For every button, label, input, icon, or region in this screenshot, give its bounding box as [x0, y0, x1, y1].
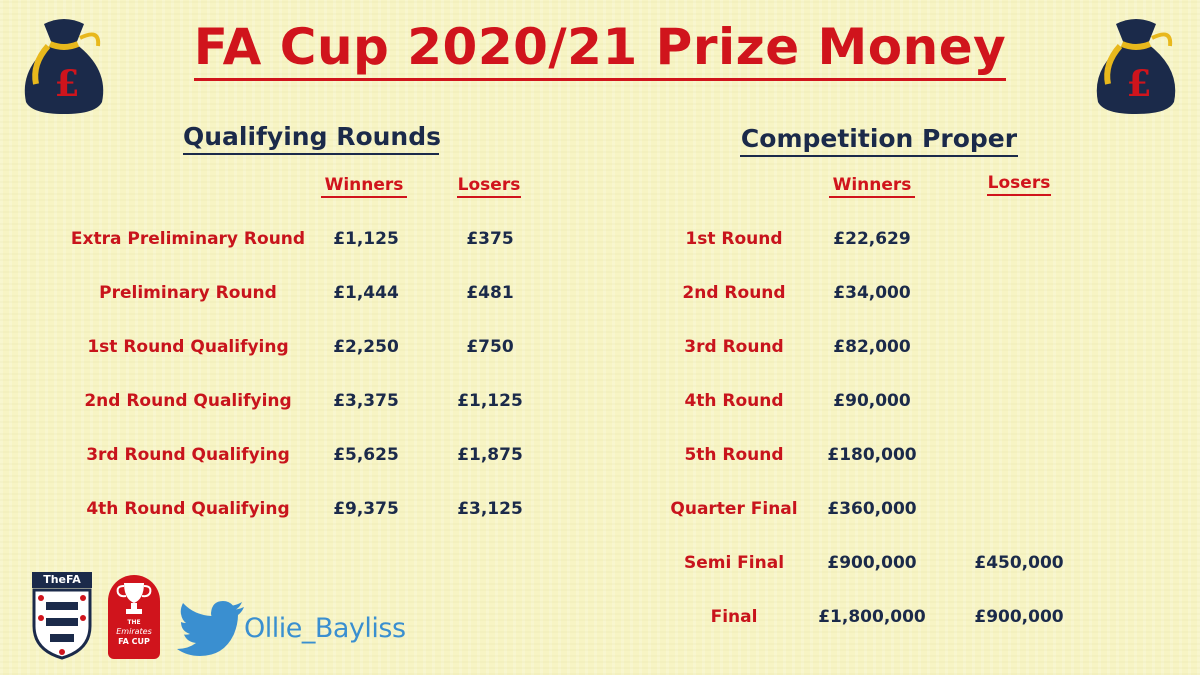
table-row-round: 4th Round Qualifying	[86, 499, 290, 519]
table-row-winners: £900,000	[827, 553, 917, 573]
table-row-losers: £481	[466, 283, 514, 303]
table-row-round: 1st Round Qualifying	[87, 337, 289, 357]
facup-line2: Emirates	[116, 627, 152, 636]
table-row-winners: £180,000	[827, 445, 917, 465]
qualifying-heading: Qualifying Rounds	[183, 122, 439, 155]
table-row-round: 4th Round	[684, 391, 784, 411]
facup-line3: FA CUP	[118, 637, 150, 646]
table-row-round: 2nd Round Qualifying	[84, 391, 292, 411]
table-row-losers: £900,000	[974, 607, 1064, 627]
table-row-winners: £1,800,000	[818, 607, 926, 627]
proper-losers-header: Losers	[987, 173, 1051, 196]
proper-winners-header: Winners	[829, 175, 915, 198]
table-row-winners: £1,444	[333, 283, 399, 303]
table-row-losers	[955, 335, 1083, 359]
table-row-round: 1st Round	[685, 229, 783, 249]
table-row-winners: £34,000	[833, 283, 911, 303]
table-row-round: 5th Round	[684, 445, 784, 465]
twitter-handle[interactable]: Ollie_Bayliss	[244, 613, 406, 644]
trophy-icon	[108, 579, 160, 619]
pound-symbol: £	[54, 63, 80, 105]
table-row-losers	[955, 227, 1083, 251]
table-row-losers: £750	[466, 337, 514, 357]
facup-line1: THE	[127, 619, 141, 626]
table-row-winners: £1,125	[333, 229, 399, 249]
table-row-losers: £450,000	[974, 553, 1064, 573]
table-row-winners: £5,625	[333, 445, 399, 465]
table-row-winners: £360,000	[827, 499, 917, 519]
table-row-losers: £375	[466, 229, 514, 249]
table-row-round: Quarter Final	[670, 499, 798, 519]
money-bag-icon	[1086, 14, 1186, 116]
qualifying-losers-header: Losers	[457, 175, 521, 198]
table-row-round: 3rd Round	[684, 337, 784, 357]
emirates-fa-cup-logo	[108, 575, 160, 659]
table-row-round: Preliminary Round	[99, 283, 277, 303]
table-row-losers	[955, 281, 1083, 305]
table-row-losers: £1,125	[457, 391, 523, 411]
page-title	[0, 18, 1200, 76]
table-row-losers: £1,875	[457, 445, 523, 465]
table-row-winners: £9,375	[333, 499, 399, 519]
table-row-losers	[955, 497, 1083, 521]
proper-heading: Competition Proper	[740, 124, 1018, 157]
twitter-bird-icon	[176, 600, 246, 662]
table-row-winners: £2,250	[333, 337, 399, 357]
table-row-losers	[955, 443, 1083, 467]
table-row-round: Extra Preliminary Round	[70, 229, 306, 249]
table-row-losers: £3,125	[457, 499, 523, 519]
three-lions-crest-icon	[32, 588, 92, 660]
page-title-text: FA Cup 2020/21 Prize Money	[194, 18, 1007, 81]
table-row-round: Final	[710, 607, 758, 627]
fa-logo-text: TheFA	[32, 572, 92, 588]
table-row-winners: £3,375	[333, 391, 399, 411]
table-row-round: Semi Final	[683, 553, 785, 573]
money-bag-icon	[14, 14, 114, 116]
table-row-winners: £82,000	[833, 337, 911, 357]
table-row-round: 2nd Round	[682, 283, 786, 303]
table-row-winners: £90,000	[833, 391, 911, 411]
table-row-winners: £22,629	[833, 229, 911, 249]
table-row-losers	[955, 389, 1083, 413]
fa-logo	[32, 572, 92, 664]
table-row-round: 3rd Round Qualifying	[86, 445, 290, 465]
pound-symbol: £	[1126, 63, 1152, 105]
qualifying-winners-header: Winners	[321, 175, 407, 198]
